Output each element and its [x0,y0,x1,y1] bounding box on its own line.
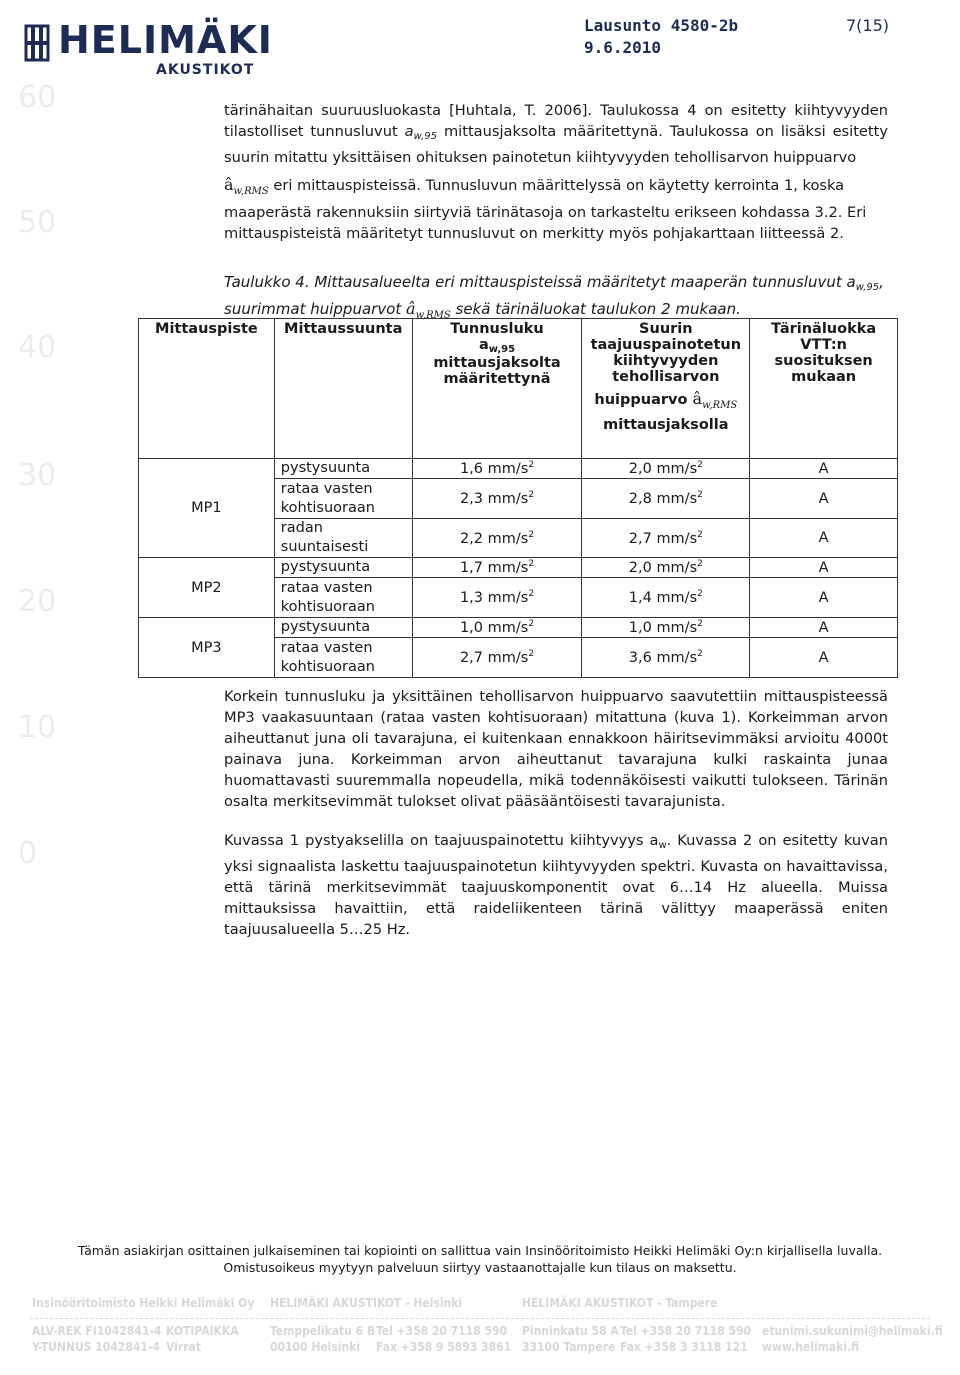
logo-mark-icon [24,24,50,62]
vibration-class-cell: A [750,479,898,519]
direction-cell: pystysuunta [274,459,412,479]
max-value-cell: 2,8 $mm/s^2$ [582,479,750,519]
table-row [139,558,898,578]
background-scale: 60 50 40 30 20 10 0 [18,80,57,871]
vibration-class-cell: A [750,638,898,678]
vibration-class-cell: A [750,618,898,638]
max-value-cell: 3,6 $mm/s^2$ [582,638,750,678]
max-value-cell: 1,0 $mm/s^2$ [582,618,750,638]
measurement-point-cell: MP3 [139,618,275,678]
measurement-point-cell: MP2 [139,558,275,618]
vibration-class-cell: A [750,519,898,558]
direction-cell: pystysuunta [274,558,412,578]
key-value-cell: 2,7 $mm/s^2$ [412,638,582,678]
direction-cell: pystysuunta [274,618,412,638]
vibration-class-cell: A [750,578,898,618]
results-table [138,318,898,678]
key-value-cell: 1,7 $mm/s^2$ [412,558,582,578]
max-value-cell: 1,4 $mm/s^2$ [582,578,750,618]
paragraph-spectrum: Kuvassa 1 pystyakselilla on taajuuspainotettu kiihtyvyys $a_w$. Kuvassa 2 on esitetty kuvan yksi signaalista laskettu taajuuspainotetun kiihtyvyyden spektri. Kuvasta on havaittavissa, että tärinä merkitsevimmät taajuuskomponentit ovat 6…14 Hz alueella. Muissa mittauksissa havaittiin, että raideliikenteen tärinä välittyy maaperässä eniten taajuusalueella 5…25 Hz. [224,832,888,938]
max-value-cell: 2,7 $mm/s^2$ [582,519,750,558]
paragraph-results: Korkein tunnusluku ja yksittäinen tehollisarvon huippuarvo saavutettiin mittauspisteessä MP3 vaakasuuntaan (rataa vasten kohtisuoraan) mitattuna (kuva 1). Korkeimman arvon aiheuttanut juna oli tavarajuna, ei kuitenkaan ennakkoon häiritsevimmäksi arvioitu 4000t painava juna. Korkeimman arvon aiheuttanut tavarajuna kulki raskainta junaa huomattavasti suuremmalla nopeudella, mikä todennäköisesti vaikutti tulokseen. Tärinän osalta merkitsevimmät tulokset olivat pääsääntöisesti tavarajunista. [224,688,888,810]
key-value-cell: 2,2 $mm/s^2$ [412,519,582,558]
key-value-cell: 1,3 $mm/s^2$ [412,578,582,618]
footer-company-bar: Insinööritoimisto Heikki Helimäki Oy HELIMÄKI AKUSTIKOT - Helsinki HELIMÄKI AKUSTIKOT - Tampere ALV-REK FI1042841-4 Y-TUNNUS 1042841-4 KOTIPAIKKA Virrat Temppelikatu 6 B 00100 Helsinki Tel +358 20 7118 590 Fax +358 9 5893 3861 Pinninkatu 58 A 33100 Tampere Tel +358 20 7118 590 Fax +358 3 3118 121 etunimi.sukunimi@helimaki.fi www.helimaki.fi [32,1296,943,1354]
key-value-cell: 1,0 $mm/s^2$ [412,618,582,638]
direction-cell: radan suuntaisesti [274,519,412,558]
table-body [139,459,898,678]
ahat-symbol: $â_{w,RMS}$ [224,175,269,198]
table-header-row [139,319,898,459]
header-vibration-class: Tärinäluokka VTT:n suosituksen mukaan [750,319,898,459]
max-value-cell: 2,0 $mm/s^2$ [582,558,750,578]
direction-cell: rataa vasten kohtisuoraan [274,479,412,519]
vibration-class-cell: A [750,459,898,479]
measurement-point-cell: MP1 [139,459,275,558]
direction-cell: rataa vasten kohtisuoraan [274,578,412,618]
header-point: Mittauspiste [139,319,275,459]
document-id: Lausunto 4580-2b [584,16,739,35]
header-direction: Mittaussuunta [274,319,412,459]
vibration-class-cell: A [750,558,898,578]
table-row [139,618,898,638]
direction-cell: rataa vasten kohtisuoraan [274,638,412,678]
key-value-cell: 2,3 $mm/s^2$ [412,479,582,519]
table-caption: Taulukko 4. Mittausalueelta eri mittauspisteissä määritetyt maaperän tunnusluvut $a_{w,95}$, suurimmat huippuarvot $â_{w,RMS}$ sekä tärinäluokat taulukon 2 mukaan. [224,273,884,322]
key-value-cell: 1,6 $mm/s^2$ [412,459,582,479]
page-number: 7(15) [846,16,890,35]
logo-subtitle: AKUSTIKOT [156,62,255,78]
paragraph-intro: tärinähaitan suuruusluokasta [Huhtala, T. 2006]. Taulukossa 4 on esitetty kiihtyvyyden tilastolliset tunnusluvut $a_{w,95}$ mittausjaksolta määritettynä. Taulukossa on lisäksi esitetty suurin mitattu yksittäisen ohituksen painotetun kiihtyvyyden tehollisarvon huippuarvo $â_{w,RMS}$ eri mittauspisteissä. Tunnusluvun määrittelyssä on käytetty kerrointa 1, koska maaperästä rakennuksiin siirtyviä tärinätasoja on tarkasteltu erikseen kohdassa 3.2. Eri mittauspisteistä määritetyt tunnusluvut on merkitty myös pohjakarttaan liitteessä 2. Taulukko 4. Mittausalueelta eri mittauspisteissä määritetyt maaperän tunnusluvut $a_{w,95}$, suurimmat huippuarvot $â_{w,RMS}$ sekä tärinäluokat taulukon 2 mukaan. [224,100,888,326]
table-row [139,459,898,479]
header-key-value: Tunnusluku $a_{w,95}$ mittausjaksolta määritettynä [412,319,582,459]
max-value-cell: 2,0 $mm/s^2$ [582,459,750,479]
document-date: 9.6.2010 [584,38,662,57]
footer-copyright: Tämän asiakirjan osittainen julkaiseminen tai kopiointi on sallittua vain Insinööritoimisto Heikki Helimäki Oy:n kirjallisella luvalla. Omistusoikeus myytyyn palveluun siirtyy vastaanottajalle kun tilaus on maksettu. [77,1243,883,1275]
logo-name: HELIMÄKI [58,18,273,62]
header-max-value: Suurin taajuuspainotetun kiihtyvyyden tehollisarvon huippuarvo $â_{w,RMS}$ mittausjaksolla [582,319,750,459]
footer-divider [30,1318,930,1319]
